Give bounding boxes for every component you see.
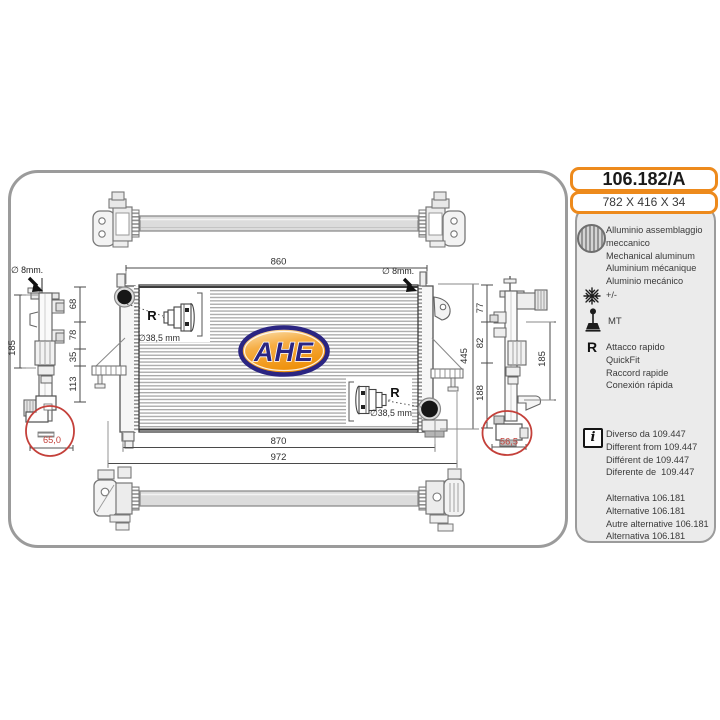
dia-8mm-label-right: ∅ 8mm. [382,266,415,276]
material-line: Aluminium mécanique [606,263,697,274]
part-size-box [570,191,718,214]
connector-diameter-label-right: ∅38,5 mm [370,408,412,418]
quickfit-symbol: R [587,339,598,355]
snowflake-icon [583,287,601,305]
quickfit-r-label-left: R [147,308,157,323]
part-number: 106.182/A [602,169,686,189]
difference-line: Différent de 109.447 [606,454,690,465]
difference-line: Diferente de 109.447 [606,467,695,478]
dim-445-label: 445 [459,348,470,364]
dim-77-label: 77 [475,302,486,314]
bracket-right-dim-label: 56,5 [500,436,518,447]
dim-35-label: 35 [68,351,79,363]
dim-113-label: 113 [68,376,79,392]
transmission-label: MT [608,316,622,327]
quickfit-text [606,341,673,392]
gear-shift-icon [585,308,601,332]
info-icon: i [583,428,603,448]
dim-870-label: 870 [270,436,287,447]
material-line: meccanico [606,237,650,248]
dim-78-label: 78 [68,329,79,341]
quickfit-line: Raccord rapide [606,367,669,378]
connector-diameter-label-left: ∅38,5 mm [138,333,180,343]
left-side-view [24,278,64,437]
material-text [606,224,703,288]
quickfit-line: Conexión rápida [606,380,673,391]
brand-logo-text: AHE [253,337,315,367]
alternative-text [606,492,709,543]
alternative-line: Alternative 106.181 [606,505,686,516]
part-number-box [570,167,718,192]
difference-line: Different from 109.447 [606,441,698,452]
dia-8mm-label-left: ∅ 8mm. [11,265,44,275]
dim-68-label: 68 [68,298,79,310]
top-side-view [93,192,465,247]
dim-185-right-label: 185 [537,351,548,367]
dim-185-left-label: 185 [7,340,18,356]
alternative-line: Autre alternative 106.181 [606,518,709,529]
material-line: Aluminio mecánico [606,276,684,287]
difference-line: Diverso da 109.447 [606,429,686,439]
dim-188-label: 188 [475,385,486,401]
quickfit-r-label-right: R [390,385,400,400]
material-icon [577,224,606,253]
alternative-line: Alternativa 106.181 [606,493,686,503]
bottom-side-view [94,467,464,531]
detail-inset-right [346,377,421,424]
quickfit-line: Attacco rapido [606,342,665,352]
difference-text [606,428,697,479]
alternative-line: Alternativa 106.181 [606,531,686,542]
brand-logo [241,328,328,375]
part-size: 782 X 416 X 34 [602,195,686,209]
material-line: Mechanical aluminum [606,250,695,261]
dim-972-label: 972 [270,452,287,463]
material-line: Alluminio assemblaggio [606,225,703,235]
bracket-left-dim-label: 65,0 [43,435,61,445]
dim-82-label: 82 [475,337,486,349]
ac-label: +/- [606,290,617,300]
dim-860-label: 860 [270,256,287,268]
quickfit-line: QuickFit [606,354,640,365]
